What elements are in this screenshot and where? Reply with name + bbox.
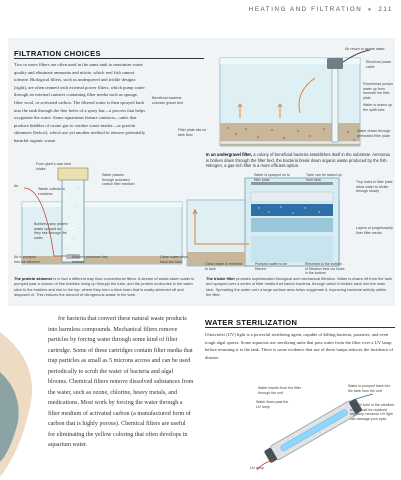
label-air: Air	[14, 184, 19, 188]
callout-electrical-power: Electrical power cable	[366, 60, 392, 69]
label-layers: Layers of progressively finer filter media	[356, 226, 393, 235]
uplift-tube	[332, 62, 338, 142]
label-water-sprayed: Water is sprayed on to filter plate	[254, 173, 290, 182]
undergravel-caption	[206, 152, 394, 169]
uv-label-lamp: UV lamp	[250, 466, 264, 470]
undergravel-caption-text: a colony of beneficial bacteria establishes itself in the substrate. Ammonia is broken down through the filter bed, the bacteria break down organic waste produced by the fish. Nitrogen, a gas-rich filter is a more efficient option.	[206, 152, 390, 169]
water-sterilization-body: Ultraviolet (UV) light is a powerful sterilizing agent, capable of killing bacteria, parasites, and even tough algal spores. Some aquarists use sterilizing units that pass water from the filter over a UV lamp before returning it to the tank. There is some evidence that use of these lamps reduces the incidence of disease.	[205, 332, 394, 360]
label-water-passes: Water passes through activated carbon filter medium	[102, 173, 135, 187]
separator-dot-icon: ●	[367, 6, 373, 13]
water-sterilization-rule	[205, 327, 395, 328]
label-air-pumped: Air is pumped into the skimmer	[14, 255, 41, 264]
uv-label-water-travels: Water travels from the filter through the unit	[258, 386, 302, 395]
label-bubbles-carry: Bubbles carry protein waste upward as they rise through the water	[34, 222, 68, 240]
skimmer-caption-lead: The protein skimmer	[14, 276, 53, 281]
uv-label-warning: The UV tube in the sterilizer unit should be replaced regularly, because UV light can damage your eyes	[350, 403, 395, 421]
body-text-left: for bacteria that convert these natural waste products into harmless compounds. Mechanical filters remove particles by forcing water through some kind of filter cartridge. Some of these cartridges contain filter media that trap particles as small as 5 microns across and can be used periodically to scrub the water of bacteria and algal blooms. Chemical filters remove dissolved substances from the water, such as ozone, chlorine, heavy metals, and medications. Most work by forcing the water through a filter medium of activated carbon (a manufactured form of carbon that is highly porous). Chemical filters are useful for eliminating the yellow coloring that often develops in aquarium water.	[48, 316, 194, 448]
skimmer-column	[62, 170, 84, 262]
callout-powerhead: Powerhead pumps water up from beneath the filter plate	[363, 82, 393, 100]
label-tube-uplift: Tube can be raised up from tank	[306, 173, 342, 182]
trickle-caption-lead: The trickle filter	[206, 276, 235, 281]
label-returned-gravel: Returned to the bottom of filtration tank via holes in the bottom	[305, 262, 345, 276]
callout-water-drawn: Water is drawn up the uplift tube	[363, 103, 392, 112]
skimmer-caption-text: is in fact a different way than conventional filters. A stream of waste-laden water is pumped past a column of fine bubbles rising up through the tube, and the protein molecules in the water stick to the bubbles and rise to the top, where they form a thick foam that is easily skimmed off and disposed of. This reduces the amount of nitrogenous waste in the tank.	[14, 276, 195, 297]
uv-lamp	[280, 409, 349, 452]
label-waste-collects: Waste collects in container	[38, 187, 65, 196]
filter-plate	[220, 141, 360, 144]
filter-media-lower	[251, 218, 333, 232]
label-clean-water-return: Clean water is returned to tank	[205, 262, 243, 271]
running-title: HEATING AND FILTRATION	[248, 6, 363, 13]
uv-label-water-flows: Water flows past the UV lamp	[256, 400, 289, 409]
trickle-filter-caption	[206, 276, 392, 297]
callout-air-return: Air return to aerate water	[345, 47, 385, 51]
callout-water-drawn-down: Water drawn through perforated filter plate	[357, 129, 391, 138]
label-clean-water: Clean water drips back into tank	[160, 255, 188, 264]
filtration-title: FILTRATION CHOICES	[14, 49, 101, 58]
label-airstone: Airstone produces tiny bubbles	[72, 255, 108, 264]
filtration-intro: Two or more filters are often used in the same tank to maximize water quality and eliminate ammonia and nitrite, which reef fish cannot tolerate. Biological filters, such as undergravel and trickle designs (right), are often teamed with external power filters, which pump water through an external canister containing filter media such as sponge, filter wool, or activated carbon. The filtered water is then sprayed back into the tank through the fine holes of a spray bar—a process that helps oxygenate the water. Some aquariums feature canisters—units that produce bubbles of ozone gas to oxidize waste matter—or protein skimmers (below), which use yet another method to remove potentially harmful organic waste.	[14, 62, 146, 143]
label-pumped-water: Pumped water to be filtered	[255, 262, 288, 271]
protein-skimmer-caption	[14, 276, 200, 297]
callout-filter-plate: Filter plate sits on tank floor	[178, 128, 207, 137]
label-tiny-holes: Tiny holes in filter plate allow water to trickle through slowly	[356, 180, 393, 194]
spray-bar	[251, 182, 333, 185]
running-head	[249, 6, 393, 13]
uv-label-water-pumped-back: Water is pumped back into the tank from the unit	[348, 384, 391, 393]
filter-media-mid	[251, 204, 333, 216]
callout-beneficial-bacteria: Beneficial bacteria colonize gravel bed	[152, 96, 183, 105]
title-rule	[14, 58, 204, 59]
trickle-caption-text: provides sophisticated biological and mechanical filtration. Water is drawn off from the tank and sprayed over a series of filter media that harbor bacteria, through which it trickles back into the main tank. Spreading the water over a large surface area helps oxygenate it, improving bacterial activity within the filter.	[206, 276, 392, 297]
filter-media-top	[251, 192, 333, 202]
water-sterilization-title: WATER STERILIZATION	[205, 318, 298, 327]
page-number: 211	[378, 6, 393, 13]
undergravel-caption-lead: In an undergravel filter,	[206, 152, 253, 157]
sump	[251, 236, 333, 262]
label-from-tank: From giant's own tube intake	[36, 162, 72, 171]
trickle-filter-diagram	[185, 170, 345, 268]
powerhead	[327, 58, 343, 69]
